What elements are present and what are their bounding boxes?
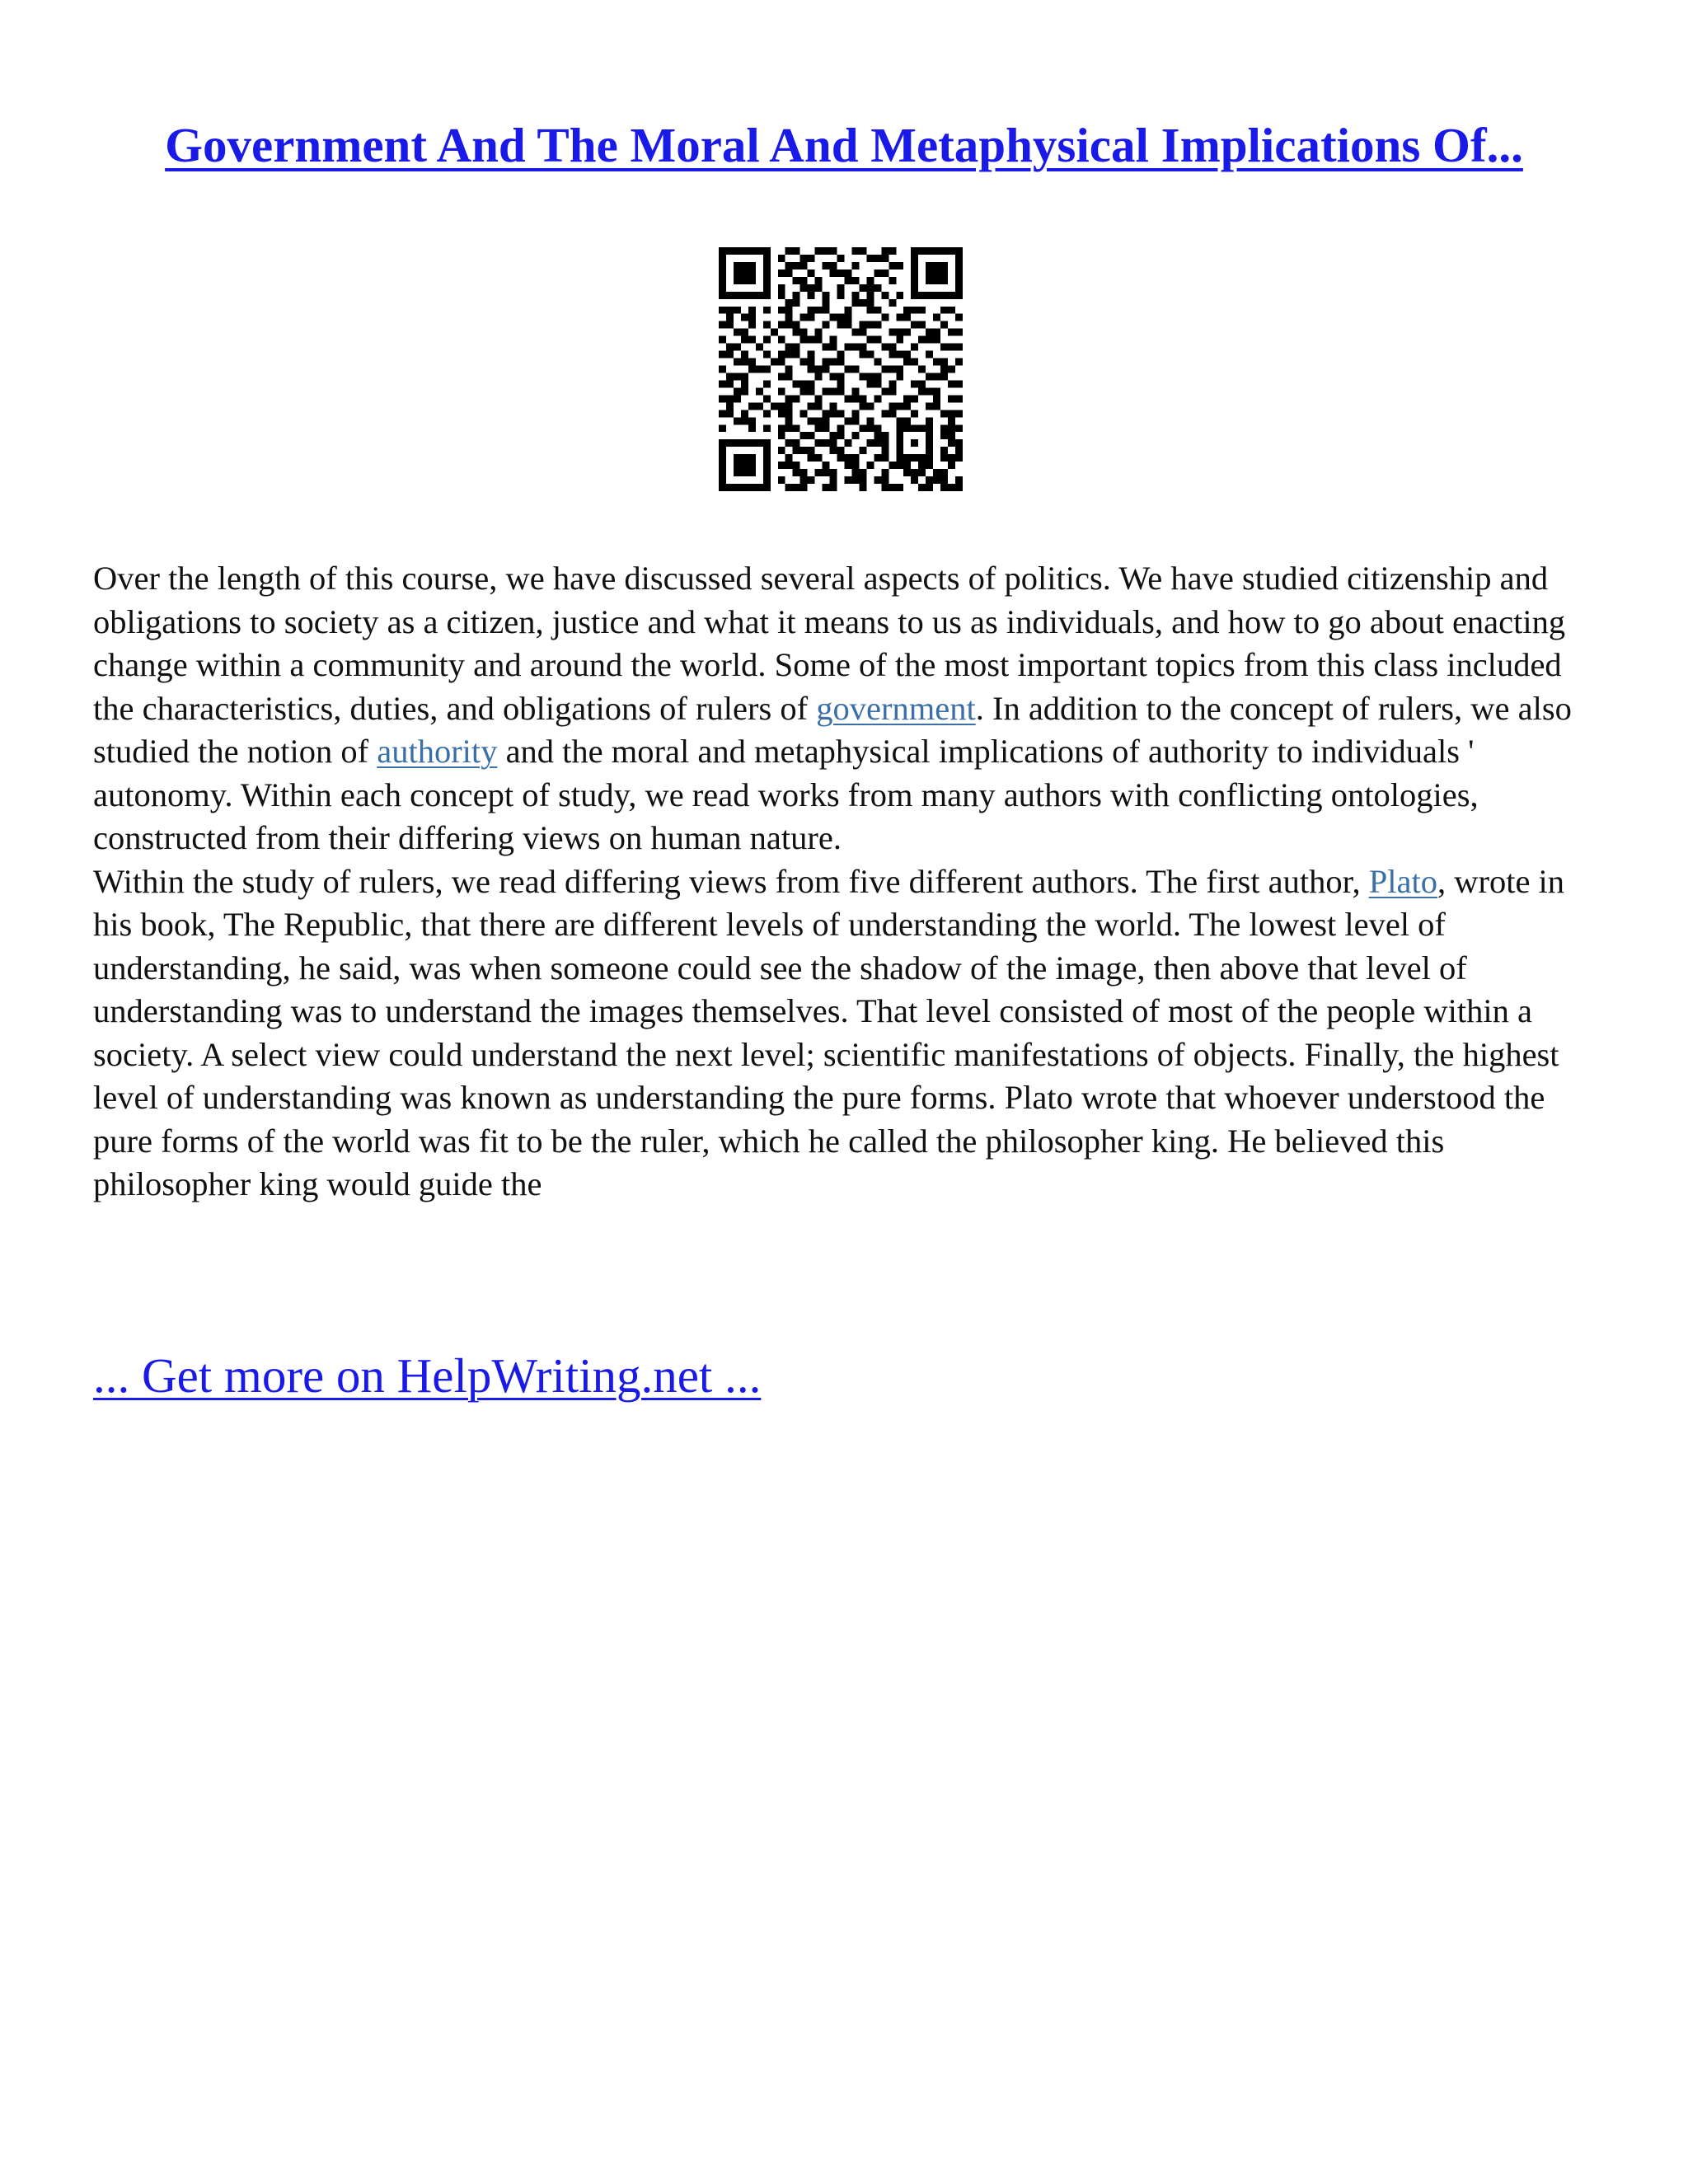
body-paragraph [93,557,1601,860]
page-title-link[interactable]: Government And The Moral And Metaphysical Implications Of... [165,118,1523,172]
body-paragraph [93,860,1601,1207]
qr-code-icon [719,247,963,491]
plato-link[interactable]: Plato [1368,862,1437,900]
paragraph-text: and the moral and metaphysical implications of authority to individuals ' autonomy. Within each concept of study, we read works from many authors with conflicting ontologies, constructed from their differing views on human nature. [93,733,1479,856]
paragraph-text: Within the study of rulers, we read differing views from five different authors. The first author, [93,862,1369,900]
government-link[interactable]: government [816,689,976,727]
paragraph-text: , wrote in his book, The Republic, that there are different levels of understanding the world. The lowest level of understanding, he said, was when someone could see the shadow of the image, then above that level of understanding was to understand the images themselves. That level consisted of most of the people within a society. A select view could understand the next level; scientific manifestations of objects. Finally, the highest level of understanding was known as understanding the pure forms. Plato wrote that whoever understood the pure forms of the world was fit to be the ruler, which he called the philosopher king. He believed this philosopher king would guide the [93,862,1565,1202]
article-body [93,557,1601,1207]
paragraph-text: Over the length of this course, we have discussed several aspects of politics. We have studied citizenship and obligations to society as a citizen, justice and what it means to us as individuals, and how to go about enacting change within a community and around the world. Some of the most important topics from this class included the characteristics, duties, and obligations of rulers of [93,560,1566,727]
get-more-link[interactable]: ... Get more on HelpWriting.net ... [93,1348,762,1403]
paragraph-text: . In addition to the concept of rulers, we also studied the notion of [93,689,1572,770]
authority-link[interactable]: authority [377,733,498,770]
